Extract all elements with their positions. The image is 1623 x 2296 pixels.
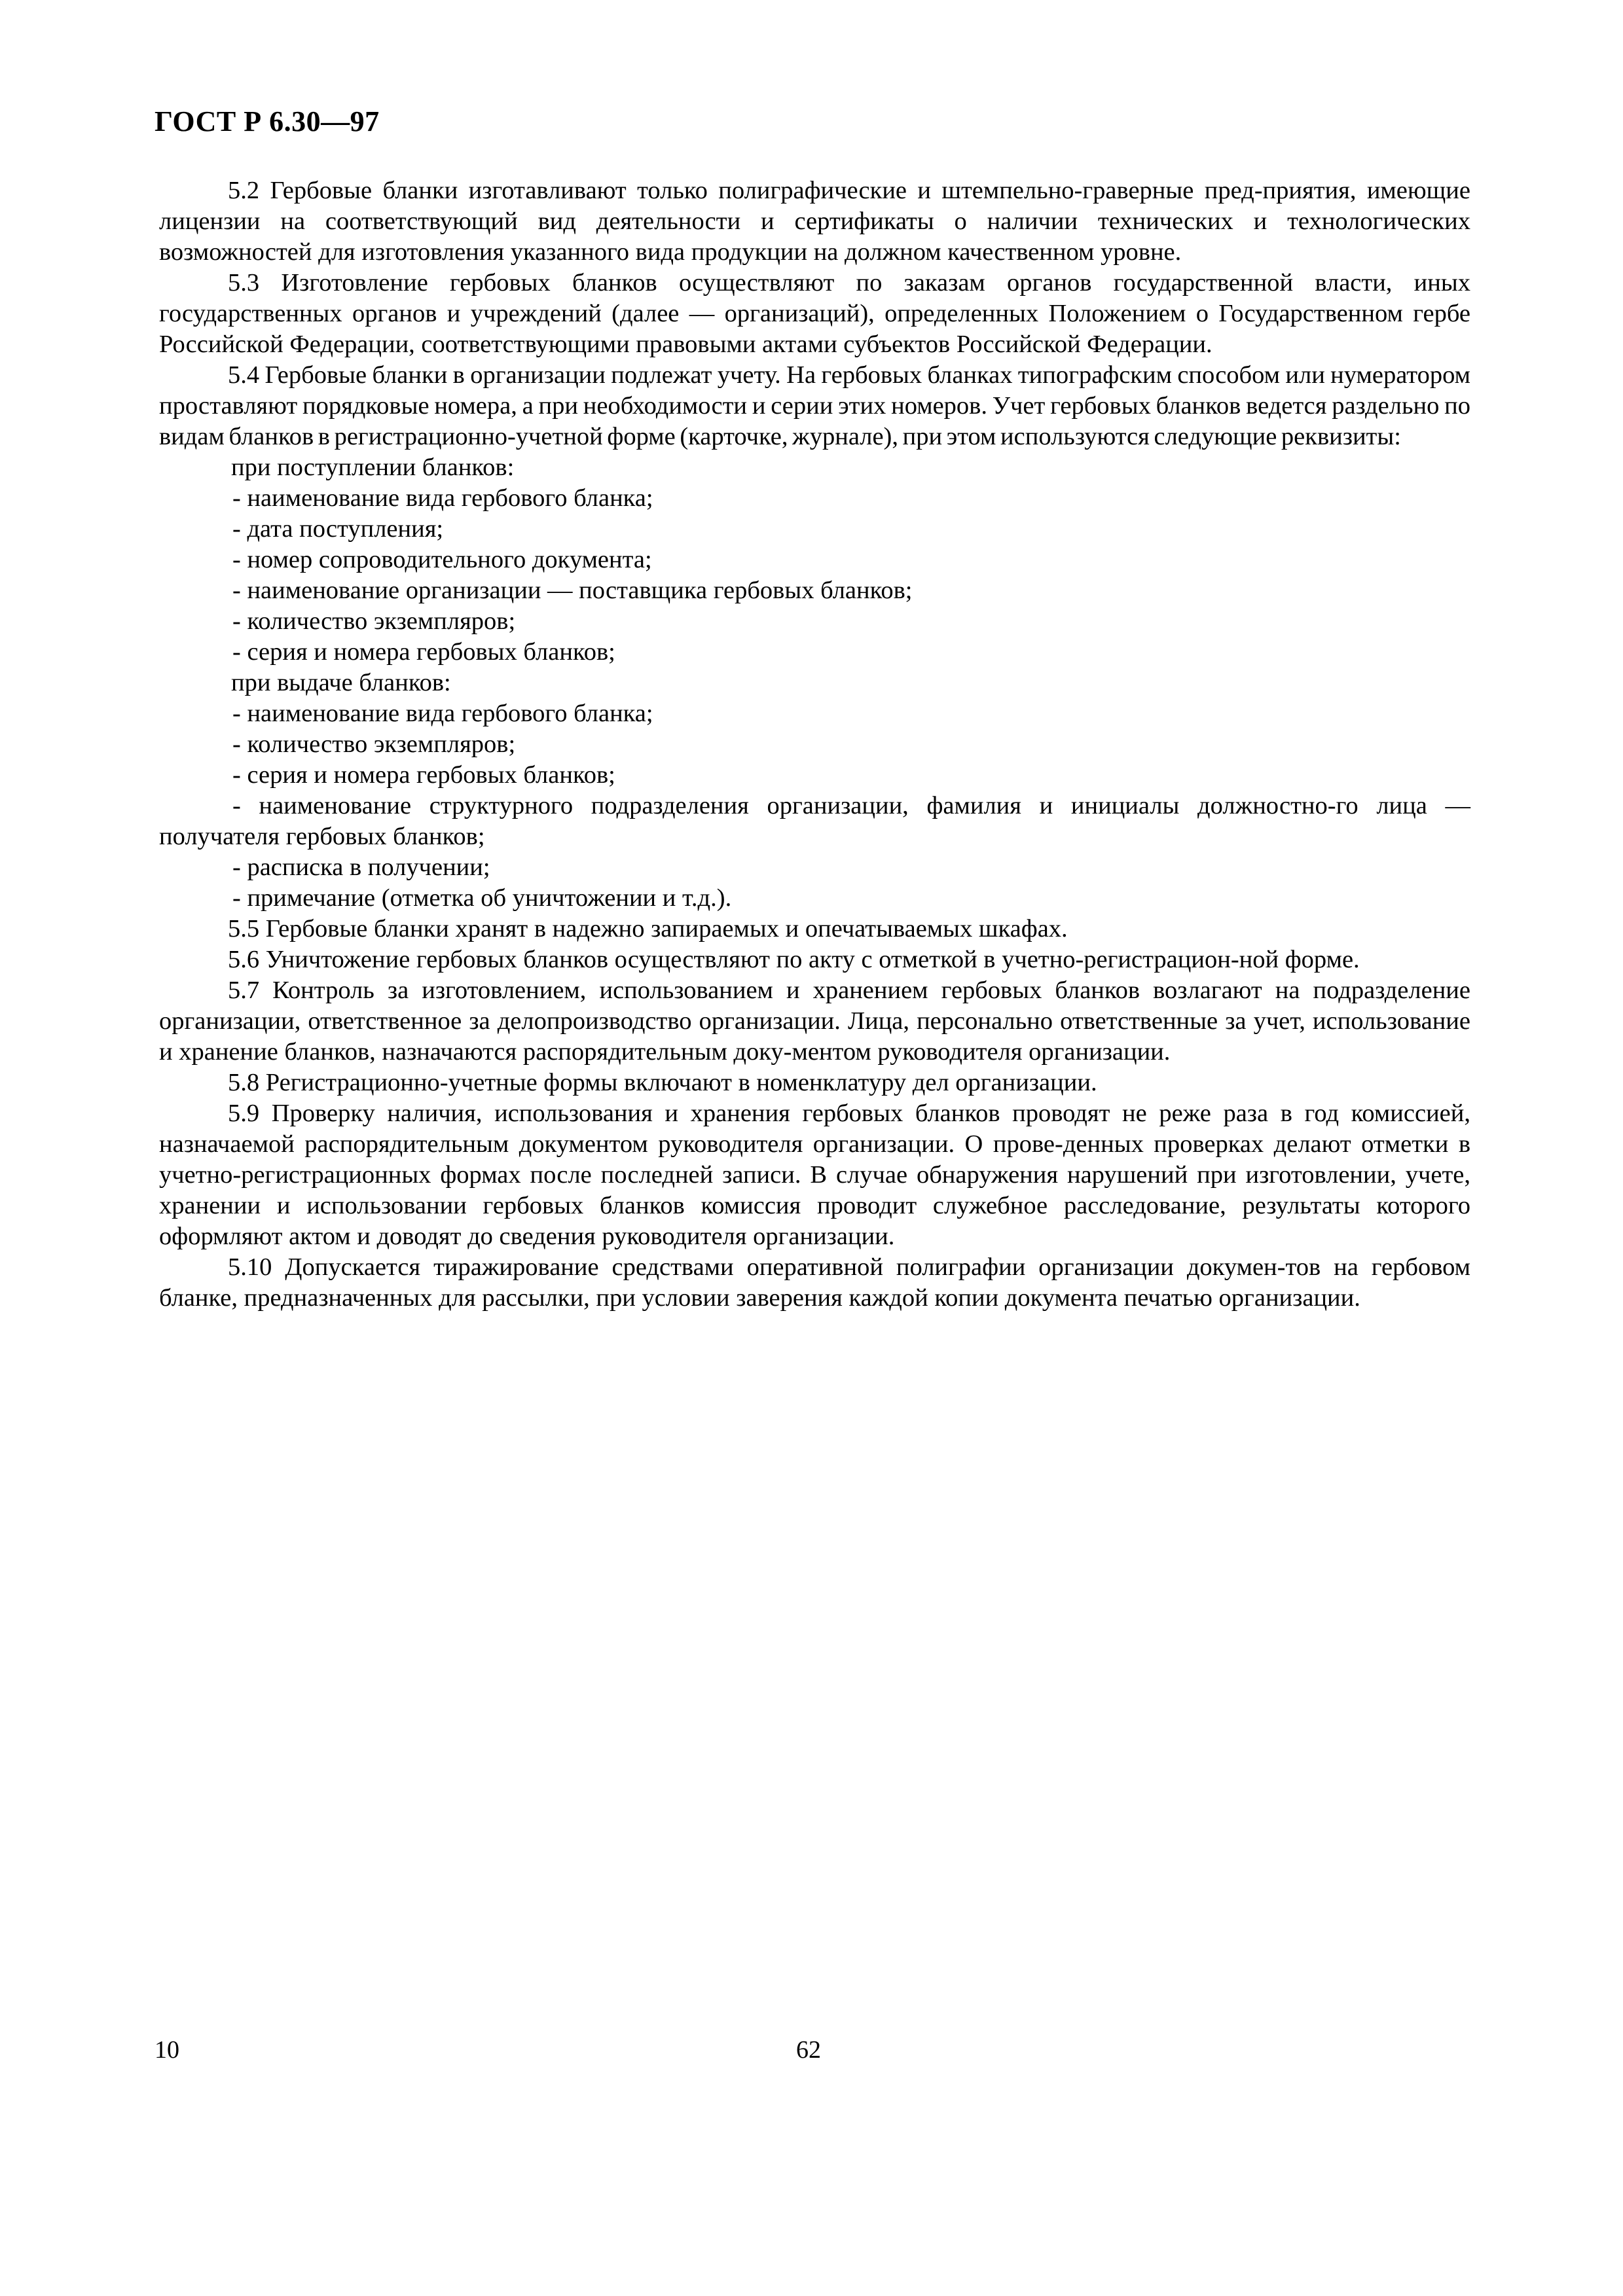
clause-5-8-paragraph: 5.8 Регистрационно-учетные формы включают в номенклатуру дел организации.	[228, 1069, 1097, 1096]
list-item: - серия и номера гербовых бланков;	[232, 761, 615, 789]
list-item: - номер сопроводительного документа;	[232, 546, 652, 573]
list-item: - количество экземпляров;	[232, 607, 516, 635]
list-item: - расписка в получении;	[232, 853, 490, 881]
clause-5-10-paragraph: 5.10 Допускается тиражирование средствами оперативной полиграфии организации докумен-тов на гербовом бланке, предназначенных для рассылки, при условии заверения каждой копии документа печатью организации.	[159, 1253, 1470, 1312]
list-item: - наименование структурного подразделения организации, фамилия и инициалы должностно-го лица — получателя гербовых бланков;	[159, 792, 1470, 850]
clause-5-7-paragraph: 5.7 Контроль за изготовлением, использованием и хранением гербовых бланков возлагают на подразделение организации, ответственное за делопроизводство организации. Лица, персонально ответственные за учет, использование и хранение бланков, назначаются распорядительным доку-ментом руководителя организации.	[159, 977, 1470, 1066]
clause-5-9-paragraph: 5.9 Проверку наличия, использования и хранения гербовых бланков проводят не реже раза в год комиссией, назначаемой распорядительным документом руководителя организации. О прове-денных проверках делают отметки в учетно-регистрационных формах после последней записи. В случае обнаружения нарушений при изготовлении, учете, хранении и использовании гербовых бланков комиссия проводит служебное расследование, результаты которого оформляют актом и доводят до сведения руководителя организации.	[159, 1100, 1470, 1250]
footer-page-number: 10	[155, 2036, 179, 2064]
footer-sheet-number: 62	[796, 2036, 821, 2064]
list-label-on-issue: при выдаче бланков:	[231, 669, 451, 696]
list-item: - количество экземпляров;	[232, 730, 516, 758]
list-item: - наименование вида гербового бланка;	[232, 484, 653, 512]
list-item: - дата поступления;	[232, 515, 444, 543]
clause-5-3-paragraph: 5.3 Изготовление гербовых бланков осуществляют по заказам органов государственной власти, иных государственных органов и учреждений (далее — организаций), определенных Положением о Государственном гербе Российской Федерации, соответствующими правовыми актами субъектов Российской Федерации.	[159, 269, 1470, 358]
list-label-on-receipt: при поступлении бланков:	[231, 454, 515, 481]
clause-5-6-paragraph: 5.6 Уничтожение гербовых бланков осуществляют по акту с отметкой в учетно-регистрацион-ной форме.	[228, 946, 1360, 973]
clause-5-5-paragraph: 5.5 Гербовые бланки хранят в надежно запираемых и опечатываемых шкафах.	[228, 915, 1068, 942]
clause-5-4-paragraph: 5.4 Гербовые бланки в организации подлежат учету. На гербовых бланках типографским способом или нумератором проставляют порядковые номера, а при необходимости и серии этих номеров. Учет гербовых бланков ведется раздельно по видам бланков в регистрационно-учетной форме (карточке, журнале), при этом используются следующие реквизиты:	[159, 361, 1470, 450]
document-body	[159, 175, 1470, 1314]
list-item: - наименование вида гербового бланка;	[232, 700, 653, 727]
document-header-standard-number: ГОСТ Р 6.30—97	[155, 105, 380, 137]
list-item: - наименование организации — поставщика гербовых бланков;	[232, 577, 913, 604]
clause-5-2-paragraph: 5.2 Гербовые бланки изготавливают только полиграфические и штемпельно-граверные пред-приятия, имеющие лицензии на соответствующий вид деятельности и сертификаты о наличии технических и технологических возможностей для изготовления указанного вида продукции на должном качественном уровне.	[159, 177, 1470, 266]
list-item: - серия и номера гербовых бланков;	[232, 638, 615, 666]
list-item: - примечание (отметка об уничтожении и т.д.).	[232, 884, 732, 912]
